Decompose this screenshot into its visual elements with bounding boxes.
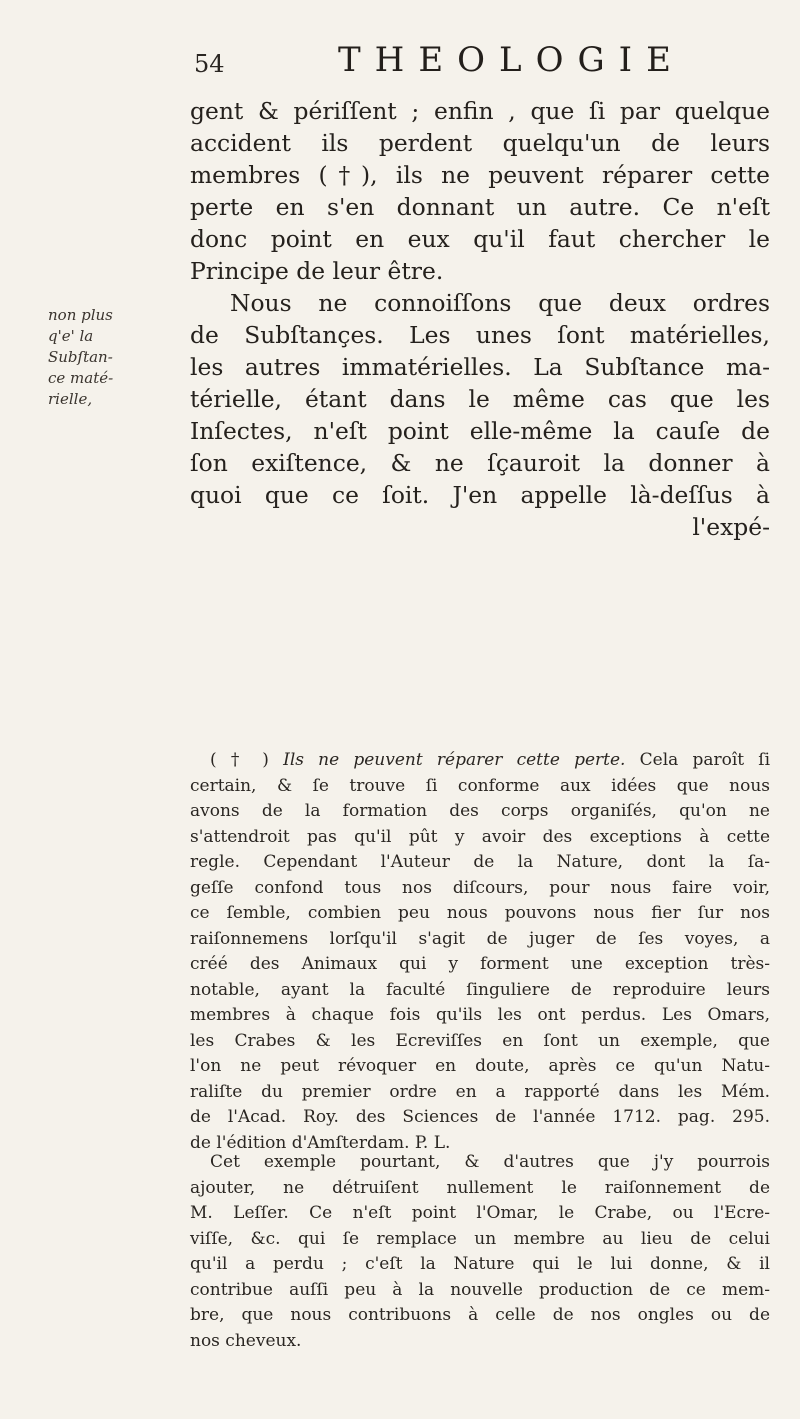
footnote-line: de l'édition d'Amſterdam. P. L. [190, 1132, 451, 1153]
margin-note-line: rielle, [48, 390, 93, 408]
running-title: THEOLOGIE [338, 40, 685, 80]
footnote-line: contribue auſſi peu à la nouvelle production de ce mem- [190, 1279, 770, 1300]
footnote-line: bre, que nous contribuons à celle de nos ongles ou de [190, 1305, 770, 1325]
footnote-first-line [190, 748, 770, 774]
footnote-line: ajouter, ne détruiſent nullement le raiſonnement de [190, 1177, 770, 1198]
page-header [188, 40, 768, 84]
footnote-line: Cet exemple pourtant, & d'autres que j'y pourrois [210, 1152, 770, 1172]
footnote-line: notable, ayant la faculté ſinguliere de reproduire leurs [190, 979, 770, 1000]
footnote-line: s'attendroit pas qu'il pût y avoir des exceptions à cette [190, 826, 770, 847]
body-line: donc point en eux qu'il faut chercher le [190, 225, 770, 253]
body-line: ſon exiſtence, & ne ſçauroit la donner à [190, 449, 770, 477]
footnote-marker: ( † ) [210, 750, 269, 770]
footnote-line: ce ſemble, combien peu nous pouvons nous fier ſur nos [190, 903, 770, 923]
footnote-line: certain, & ſe trouve ſi conforme aux idées que nous [190, 775, 770, 796]
body-line: Principe de leur être. [190, 257, 444, 285]
footnote-line: l'on ne peut révoquer en doute, après ce qu'un Natu- [190, 1056, 770, 1076]
body-line: Inſectes, n'eſt point elle-même la cauſe de [190, 417, 770, 445]
body-line: accident ils perdent quelqu'un de leurs [190, 129, 770, 157]
footnote-line: regle. Cependant l'Auteur de la Nature, dont la ſa- [190, 852, 770, 872]
footnote-line: qu'il a perdu ; c'eſt la Nature qui le lui donne, & il [190, 1254, 770, 1274]
margin-note-line: non plus [48, 306, 113, 324]
body-line: de Subſtançes. Les unes ſont matérielles, [190, 321, 770, 349]
footnote-line: créé des Animaux qui y forment une exception très- [190, 954, 770, 974]
margin-note [48, 305, 134, 410]
footnote-line: membres à chaque fois qu'ils les ont perdus. Les Omars, [190, 1005, 770, 1025]
footnote-line: viſſe, &c. qui ſe remplace un membre au lieu de celui [190, 1228, 770, 1249]
footnote-line: raliſte du premier ordre en a rapporté dans les Mém. [190, 1081, 770, 1102]
page-number: 54 [194, 50, 225, 78]
footnote-line: avons de la formation des corps organiſés, qu'on ne [190, 801, 770, 821]
body-line: térielle, étant dans le même cas que les [190, 385, 770, 413]
margin-note-line: Subſtan- [48, 348, 113, 366]
footnote-reference: Ils ne peuvent réparer cette perte. [283, 750, 626, 770]
body-line: membres (†), ils ne peuvent réparer cette [190, 161, 770, 189]
body-line: perte en s'en donnant un autre. Ce n'eſt [190, 193, 770, 221]
body-line: les autres immatérielles. La Subſtance ma- [190, 353, 770, 381]
body-line: quoi que ce ſoit. J'en appelle là-deſſus à [190, 481, 770, 509]
footnote-continuation [190, 1150, 770, 1354]
margin-note-line: ce maté- [48, 369, 114, 387]
footnote-line: nos cheveux. [190, 1330, 302, 1351]
body-line: gent & périſſent ; enfin , que ſi par quelque [190, 97, 770, 125]
footnote-line: de l'Acad. Roy. des Sciences de l'année 1712. pag. 295. [190, 1107, 770, 1127]
footnote-line-rest: Cela paroît ſi [639, 750, 771, 770]
margin-note-line: q'e' la [48, 327, 94, 345]
body-line: Nous ne connoiſſons que deux ordres [230, 289, 770, 317]
footnote [190, 748, 770, 1156]
catchword: l'expé- [692, 513, 770, 541]
footnote-line: M. Leſſer. Ce n'eſt point l'Omar, le Crabe, ou l'Ecre- [190, 1203, 770, 1223]
footnote-line: les Crabes & les Ecreviſſes en ſont un exemple, que [190, 1030, 770, 1051]
footnote-line: geſſe confond tous nos diſcours, pour nous faire voir, [190, 877, 770, 898]
main-body-text [190, 95, 770, 543]
footnote-line: raiſonnemens lorſqu'il s'agit de juger de ſes voyes, a [190, 928, 770, 949]
